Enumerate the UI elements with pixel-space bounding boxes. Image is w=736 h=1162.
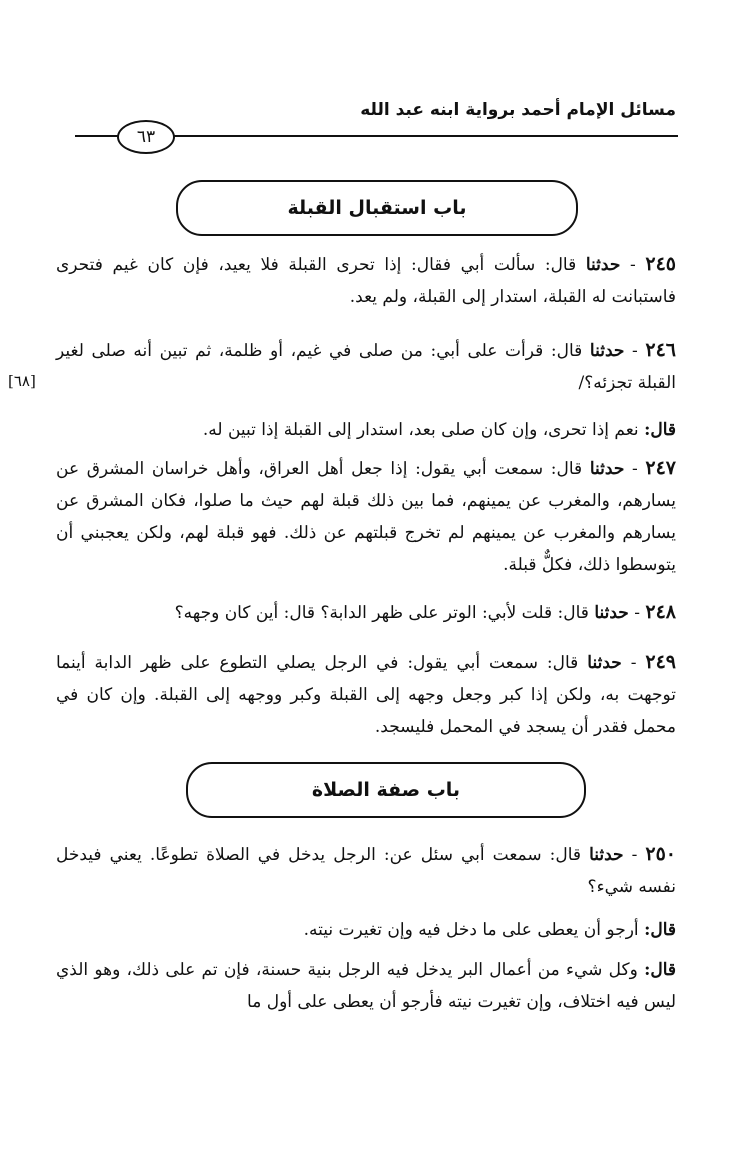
haddathana-label: حدثنا bbox=[594, 603, 629, 623]
paragraph-text: قال: قرأت على أبي: من صلى في غيم، أو ظلمة، ثم تبين أنه صلى لغير القبلة تجزئه؟/ bbox=[56, 341, 676, 393]
running-header-title: مسائل الإمام أحمد برواية ابنه عبد الله bbox=[360, 100, 676, 120]
paragraph-text: نعم إذا تحرى، وإن كان صلى بعد، استدار إلى القبلة إذا تبين له. bbox=[202, 420, 639, 440]
paragraph-250: ٢٥٠ - حدثنا قال: سمعت أبي سئل عن: الرجل يدخل في الصلاة تطوعًا. يعني فيدخل نفسه شيء؟ bbox=[56, 843, 676, 897]
hadith-number: ٢٤٩ bbox=[645, 651, 677, 673]
paragraph-text: قال: سمعت أبي يقول: في الرجل يصلي التطوع على ظهر الدابة أينما توجهت به، ولكن إذا كبر وجعل وجهه إلى القبلة وكبر ووجهه إلى القبلة. وإن كان في محمل فقدر أن يسجد في المحمل فليسجد. bbox=[56, 653, 676, 737]
paragraph-text: قال: سمعت أبي سئل عن: الرجل يدخل في الصلاة تطوعًا. يعني فيدخل نفسه شيء؟ bbox=[56, 845, 676, 897]
paragraph-text: أرجو أن يعطى على ما دخل فيه وإن تغيرت نيته. bbox=[303, 920, 639, 940]
paragraph-text: قال: سألت أبي فقال: إذا تحرى القبلة فلا يعيد، فإن كان غيم فتحرى فاستبانت له القبلة، استدار إلى القبلة، ولم يعد. bbox=[56, 255, 676, 307]
paragraph-248: ٢٤٨ - حدثنا قال: قلت لأبي: الوتر على ظهر الدابة؟ قال: أين كان وجهه؟ bbox=[174, 601, 676, 623]
paragraph-text: قال: قلت لأبي: الوتر على ظهر الدابة؟ قال: أين كان وجهه؟ bbox=[174, 603, 589, 623]
haddathana-label: حدثنا bbox=[587, 653, 622, 673]
paragraph-text: قال: سمعت أبي يقول: إذا جعل أهل العراق، وأهل خراسان المشرق عن يسارهم، والمغرب عن يمينهم، فما بين ذلك قبلة لهم حيث ما صلوا، فكان المشرق عن يسارهم والمغرب عن يمينهم لم تخرج قبلتهم عن ذلك. فهو قبلة لهم، ولكن يعجبني أن يتوسطوا ذلك، فكلٌّ قبلة. bbox=[56, 459, 676, 575]
haddathana-label: حدثنا bbox=[589, 341, 625, 361]
haddathana-label: حدثنا bbox=[589, 459, 625, 479]
margin-reference: [٦٨] bbox=[8, 372, 36, 390]
paragraph-245: ٢٤٥ - حدثنا قال: سألت أبي فقال: إذا تحرى القبلة فلا يعيد، فإن كان غيم فتحرى فاستبانت له القبلة، استدار إلى القبلة، ولم يعد. bbox=[56, 253, 676, 307]
qal-label: قال: bbox=[644, 920, 676, 940]
hadith-number: ٢٤٦ bbox=[645, 339, 677, 361]
qal-label: قال: bbox=[644, 420, 676, 440]
hadith-number: ٢٤٥ bbox=[645, 253, 676, 275]
paragraph-text: وكل شيء من أعمال البر يدخل فيه الرجل بنية حسنة، فإن تم على ذلك، وهو الذي ليس فيه اختلاف، وإن تغيرت نيته فأرجو أن يعطى على أول ما bbox=[56, 960, 676, 1012]
paragraph-246: ٢٤٦ - حدثنا قال: قرأت على أبي: من صلى في غيم، أو ظلمة، ثم تبين أنه صلى لغير القبلة تجزئه؟/ bbox=[56, 339, 677, 393]
section-title-salat: باب صفة الصلاة bbox=[186, 762, 586, 818]
haddathana-label: حدثنا bbox=[589, 845, 624, 865]
haddathana-label: حدثنا bbox=[585, 255, 621, 275]
hadith-number: ٢٥٠ bbox=[645, 843, 676, 865]
paragraph-qal-2 bbox=[56, 914, 676, 946]
section-title-qibla: باب استقبال القبلة bbox=[176, 180, 578, 236]
paragraph-249: ٢٤٩ - حدثنا قال: سمعت أبي يقول: في الرجل يصلي التطوع على ظهر الدابة أينما توجهت به، ولكن إذا كبر وجعل وجهه إلى القبلة وكبر ووجهه إلى القبلة. وإن كان في محمل فقدر أن يسجد في المحمل فليسجد. bbox=[56, 651, 677, 737]
hadith-number: ٢٤٨ bbox=[645, 601, 676, 623]
page-number: ٦٣ bbox=[117, 120, 175, 154]
hadith-number: ٢٤٧ bbox=[645, 457, 677, 479]
paragraph-247: ٢٤٧ - حدثنا قال: سمعت أبي يقول: إذا جعل أهل العراق، وأهل خراسان المشرق عن يسارهم، والمغرب عن يمينهم، فما بين ذلك قبلة لهم حيث ما صلوا، فكان المشرق عن يسارهم والمغرب عن يمينهم لم تخرج قبلتهم عن ذلك. فهو قبلة لهم، ولكن يعجبني أن يتوسطوا ذلك، فكلٌّ قبلة. bbox=[56, 457, 677, 575]
qal-label: قال: bbox=[644, 960, 677, 980]
paragraph-qal-1 bbox=[56, 414, 676, 446]
paragraph-qal-3 bbox=[56, 954, 676, 1018]
